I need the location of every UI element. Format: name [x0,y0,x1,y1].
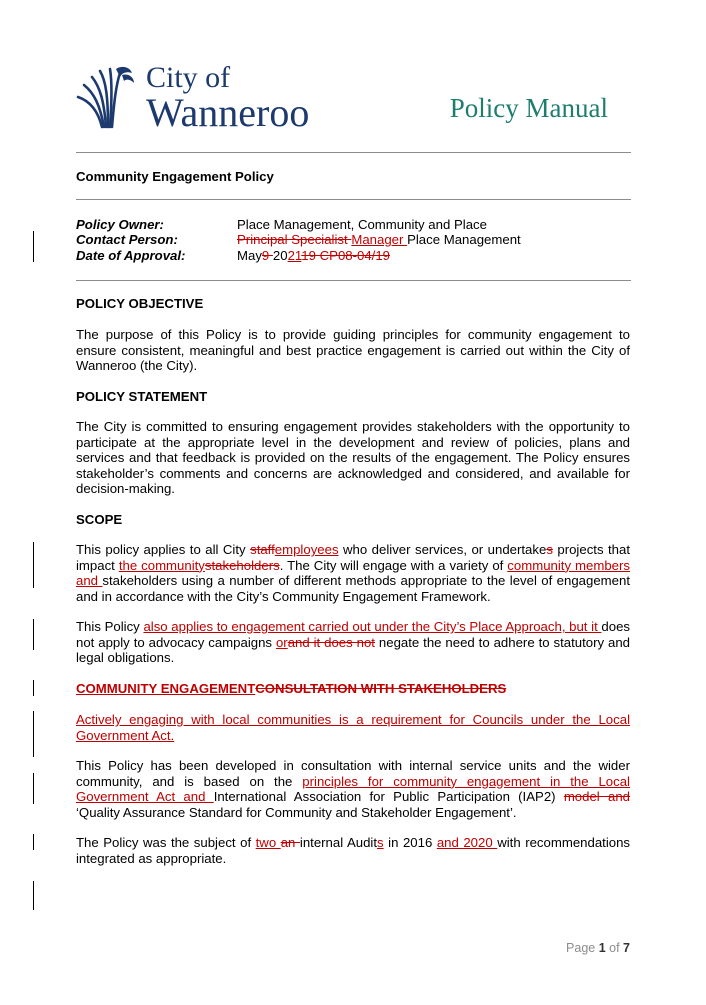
statement-heading: POLICY STATEMENT [76,389,208,404]
change-bar [33,542,34,588]
date-label: Date of Approval: [76,248,186,263]
scope-paragraph-1: This policy applies to all City staffemployees who deliver services, or undertakes projects that impact the communitystakeholders. The City will engage with a variety of community members and stakeholders using a number of different methods appropriate to the level of engagement and in accordance with the City’s Community Engagement Framework. [76,542,630,604]
logo-line2: Wanneroo [146,90,310,135]
city-logo-icon [76,63,146,133]
change-bar [33,231,34,262]
page-number: Page 1 of 7 [566,941,630,955]
statement-text: The City is committed to ensuring engagement provides stakeholders with the opportunity to participate at the appropriate level in the development and review of policies, plans and services and that feedback is provided on the results of the engagement. The Policy ensures stakeholder’s comments and concerns are acknowledged and considered, and available for decision-making. [76,419,630,497]
change-bar [33,619,34,650]
date-deleted-ref: 19 CP08-04/19 [301,248,391,263]
date-month: May [237,248,262,263]
engagement-paragraph-3: The Policy was the subject of two an internal Audits in 2016 and 2020 with recommendations integrated as appropriate. [76,835,631,866]
date-deleted-day: 9 [261,248,273,263]
scope-paragraph-2: This Policy also applies to engagement carried out under the City’s Place Approach, but it does not apply to advocacy campaigns orand it does not negate the need to adhere to statutory and legal obligations. [76,619,631,666]
engagement-paragraph-1: Actively engaging with local communities is a requirement for Councils under the Local Government Act. [76,712,630,743]
contact-rest: Place Management [407,232,521,247]
change-bar [33,711,34,757]
logo-line1: City of [146,61,231,94]
objective-heading: POLICY OBJECTIVE [76,296,204,311]
change-bar [33,680,34,696]
contact-deleted: Principal Specialist [237,232,352,247]
owner-label: Policy Owner: [76,217,164,232]
change-bar [33,834,34,850]
document-title: Community Engagement Policy [76,169,274,184]
scope-heading: SCOPE [76,512,123,527]
engagement-paragraph-2: This Policy has been developed in consultation with internal service units and the wider community, and is based on the principles for community engagement in the Local Government Act and International Association for Public Participation (IAP2) model and ‘Quality Assurance Standard for Community and Stakeholder Engagement’. [76,758,630,820]
contact-label: Contact Person: [76,232,178,247]
date-century: 20 [272,248,288,263]
contact-inserted: Manager [351,232,408,247]
date-value [237,248,390,264]
manual-title: Policy Manual [449,93,608,123]
change-bar [33,881,34,910]
header-divider [76,152,631,153]
owner-value: Place Management, Community and Place [237,217,487,232]
objective-text: The purpose of this Policy is to provide guiding principles for community engagement to ensure consistent, meaningful and best practice engagement is carried out within the City of Wanneroo (the City). [76,327,630,374]
engagement-heading: COMMUNITY ENGAGEMENTCONSULTATION WITH STAKEHOLDERS [76,681,507,696]
title-divider [76,199,631,200]
meta-divider [76,280,631,281]
contact-value [237,232,521,248]
change-bar [33,773,34,804]
date-inserted-year: 21 [287,248,302,263]
